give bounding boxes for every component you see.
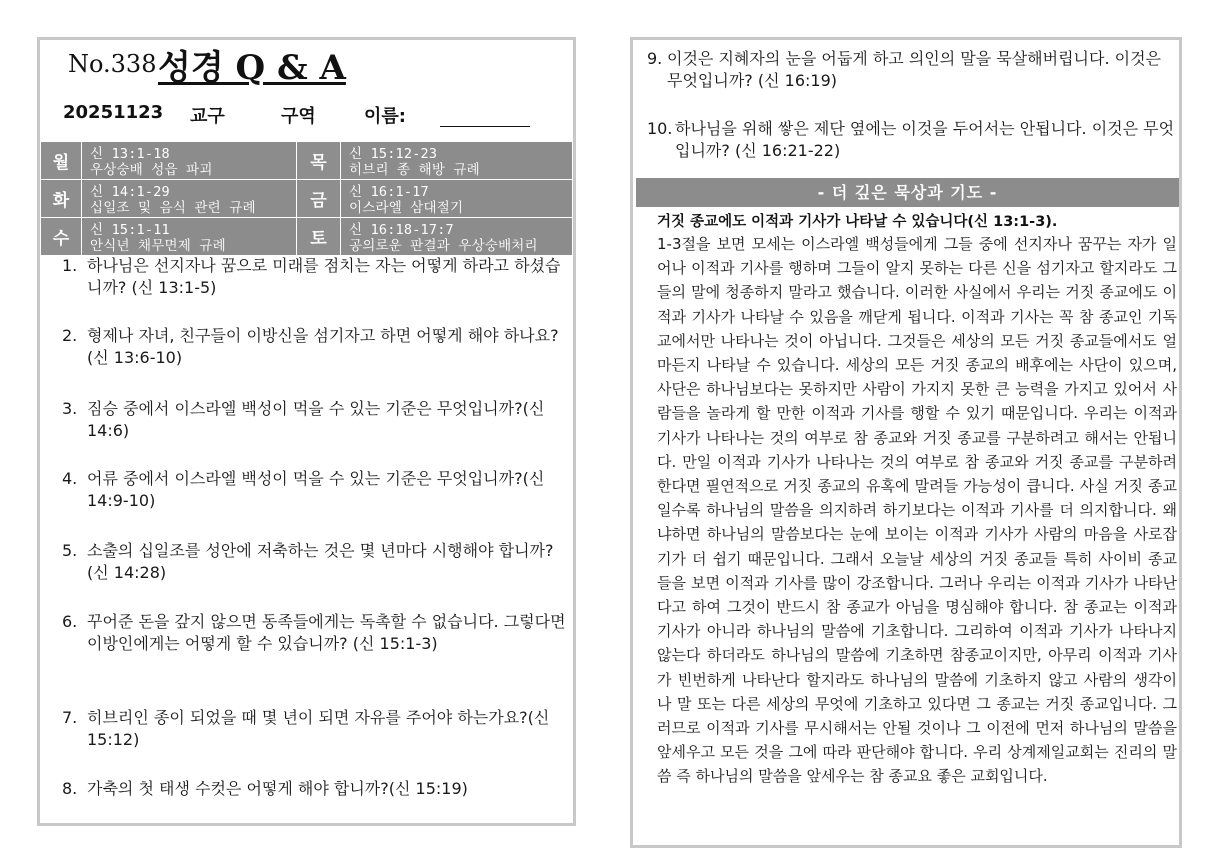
reading-day: 목 [297, 142, 341, 180]
reading-ref: 신 16:1-17 [349, 183, 429, 200]
question-item [647, 48, 1177, 92]
name-label: 이름: [364, 106, 406, 127]
question-number: 5. [62, 541, 78, 560]
question-number: 9. [647, 49, 663, 68]
reading-day: 금 [297, 180, 341, 218]
reading-entry [341, 218, 573, 256]
question-number: 7. [62, 708, 78, 727]
question-item [62, 707, 572, 751]
name-blank-line [440, 126, 530, 127]
question-number: 10. [647, 119, 673, 138]
reading-schedule [40, 141, 573, 256]
reading-ref: 신 16:18-17:7 [349, 221, 454, 238]
reading-day: 화 [41, 180, 82, 218]
reading-topic: 히브리 종 해방 규례 [349, 161, 480, 178]
question-number: 8. [62, 779, 78, 798]
question-item [62, 611, 572, 655]
reading-ref: 신 15:1-11 [90, 221, 170, 238]
reading-topic: 이스라엘 삼대절기 [349, 199, 464, 216]
issue-number: No.338 [68, 50, 157, 78]
question-text: 형제나 자녀, 친구들이 이방신을 섬기자고 하면 어떻게 해야 하나요?(신 13:6-10) [87, 326, 559, 367]
question-number: 6. [62, 612, 78, 631]
question-item [62, 398, 572, 442]
left-panel [37, 37, 576, 826]
district-label: 구역 [281, 106, 316, 127]
question-item [62, 325, 572, 369]
parish-label: 교구 [190, 106, 225, 127]
question-item [62, 255, 572, 299]
question-item [62, 468, 572, 512]
question-text: 히브리인 종이 되었을 때 몇 년이 되면 자유를 주어야 하는가요?(신 15:12) [87, 708, 550, 749]
question-text: 어류 중에서 이스라엘 백성이 먹을 수 있는 기준은 무엇입니까?(신 14:9-10) [87, 469, 545, 510]
question-number: 1. [62, 256, 78, 275]
reading-entry [341, 180, 573, 218]
page-title: 성경 Q & A [158, 48, 346, 88]
meditation-body: 1-3절을 보면 모세는 이스라엘 백성들에게 그들 중에 선지자나 꿈꾸는 자가 일어나 이적과 기사를 행하며 그들이 알지 못하는 다른 신을 섬기자고 할지라도 그들의 말에 청종하지 말라고 했습니다. 이러한 사실에서 우리는 거짓 종교에도 이적과 기사가 나타날 수 있음을 깨닫게 됩니다. 이적과 기사는 꼭 참 종교인 기독교에서만 나타나는 것이 아닙니다. 그것들은 세상의 모든 거짓 종교들에서도 얼마든지 나타날 수 있습니다. 세상의 모든 거짓 종교의 배후에는 사단이 있으며, 사단은 하나님보다는 못하지만 사람이 가지지 못한 큰 능력을 가지고 있어서 사람들을 놀라게 할 만한 이적과 기사를 행할 수 있기 때문입니다. 우리는 이적과 기사가 나타나는 것의 여부로 참 종교와 거짓 종교를 구분하려고 해서는 안됩니다. 만일 이적과 기사가 나타나는 것의 여부로 참 종교와 거짓 종교를 구분하려 한다면 필연적으로 거짓 종교의 유혹에 말려들 가능성이 큽니다. 사실 거짓 종교일수록 하나님의 말씀을 의지하려 하기보다는 이적과 기사를 더 의지합니다. 왜냐하면 하나님의 말씀보다는 눈에 보이는 이적과 기사가 사람의 마음을 사로잡기가 더 쉽기 때문입니다. 그래서 오늘날 세상의 거짓 종교들 특히 사이비 종교들을 보면 이적과 기사를 많이 강조합니다. 그러나 우리는 이적과 기사가 나타난다고 하여 그것이 반드시 참 종교가 아님을 명심해야 합니다. 참 종교는 이적과 기사가 아니라 하나님의 말씀에 기초합니다. 그리하여 이적과 기사가 나타나지 않는다 하더라도 하나님의 말씀에 기초하면 참종교이지만, 아무리 이적과 기사가 빈번하게 나타난다 할지라도 하나님의 말씀에 기초하지 않고 사람의 생각이나 말 또는 다른 세상의 무엇에 기초하고 있다면 그 종교는 거짓 종교입니다. 그러므로 이적과 기사를 무시해서는 안될 것이나 그 이전에 먼저 하나님의 말씀을 앞세우고 모든 것을 그에 따라 판단해야 합니다. 우리 상계제일교회는 진리의 말씀 즉 하나님의 말씀을 앞세우는 참 종교요 좋은 교회입니다. [657, 235, 1177, 786]
reading-day: 수 [41, 218, 82, 256]
question-number: 3. [62, 399, 78, 418]
reading-day: 월 [41, 142, 82, 180]
reading-entry [82, 180, 297, 218]
question-number: 2. [62, 326, 78, 345]
reading-ref: 신 14:1-29 [90, 183, 170, 200]
issue-date: 20251123 [63, 102, 164, 123]
meditation-title: 거짓 종교에도 이적과 기사가 나타날 수 있습니다(신 13:1-3). [657, 214, 1058, 230]
question-text: 가축의 첫 태생 수컷은 어떻게 해야 합니까?(신 15:19) [87, 779, 468, 798]
question-text: 하나님은 선지자나 꿈으로 미래를 점치는 자는 어떻게 하라고 하셨습니까? (신 13:1-5) [87, 256, 561, 297]
reading-day: 토 [297, 218, 341, 256]
question-text: 소출의 십일조를 성안에 저축하는 것은 몇 년마다 시행해야 합니까?(신 14:28) [87, 541, 554, 582]
reading-entry [341, 142, 573, 180]
reading-topic: 안식년 채무면제 규례 [90, 237, 226, 254]
question-text: 하나님을 위해 쌓은 제단 옆에는 이것을 두어서는 안됩니다. 이것은 무엇입니까? (신 16:21-22) [675, 119, 1175, 160]
question-item [62, 540, 572, 584]
right-panel [630, 37, 1182, 848]
meditation-section-header: - 더 깊은 묵상과 기도 - [636, 178, 1179, 207]
reading-topic: 우상숭배 성읍 파괴 [90, 161, 213, 178]
question-text: 이것은 지혜자의 눈을 어둡게 하고 의인의 말을 묵살해버립니다. 이것은 무엇입니까? (신 16:19) [667, 49, 1161, 90]
question-number: 4. [62, 469, 78, 488]
question-item [62, 778, 572, 800]
reading-entry [82, 218, 297, 256]
reading-ref: 신 15:12-23 [349, 145, 438, 162]
question-text: 꾸어준 돈을 갚지 않으면 동족들에게는 독촉할 수 없습니다. 그렇다면 이방인에게는 어떻게 할 수 있습니까? (신 15:1-3) [87, 612, 566, 653]
reading-entry [82, 142, 297, 180]
reading-ref: 신 13:1-18 [90, 145, 170, 162]
question-text: 짐승 중에서 이스라엘 백성이 먹을 수 있는 기준은 무엇입니까?(신 14:6) [87, 399, 545, 440]
reading-topic: 공의로운 판결과 우상숭배처리 [349, 237, 538, 254]
reading-topic: 십일조 및 음식 관련 규례 [90, 199, 256, 216]
question-item [647, 118, 1177, 162]
